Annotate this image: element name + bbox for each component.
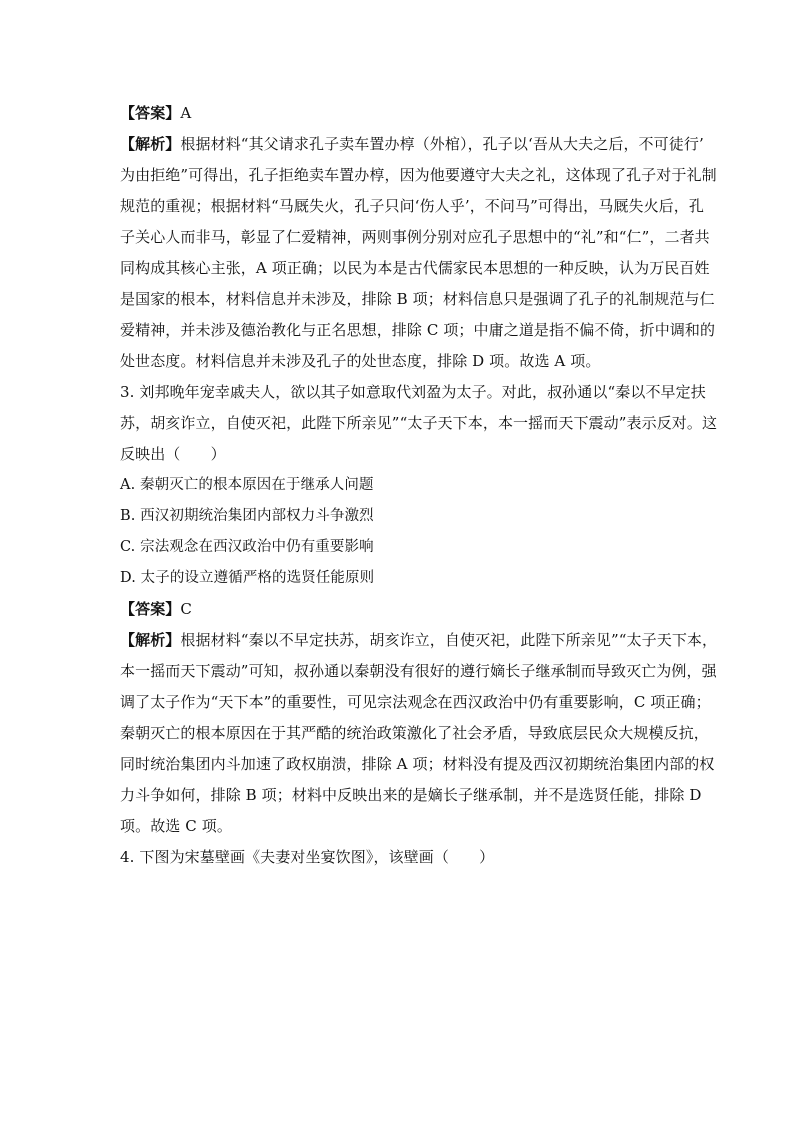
q3-analysis-line: 项。故选 C 项。 (120, 817, 232, 835)
q3-answer-value: C (180, 600, 192, 618)
q3-analysis-line: 调了太子作为“天下本”的重要性，可见宗法观念在西汉政治中仍有重要影响，C 项正确； (120, 693, 711, 711)
q2-answer (120, 98, 680, 129)
q3-analysis-line: 本一摇而天下震动”可知，叔孙通以秦朝没有很好的遵行嫡长子继承制而导致灭亡为例，强 (120, 662, 717, 680)
q3-analysis-line-1 (120, 625, 718, 656)
q2-analysis-line: 同构成其核心主张，A 项正确；以民为本是古代儒家民本思想的一种反映，认为万民百姓 (120, 259, 710, 277)
q3-analysis-text: 根据材料“秦以不早定扶苏，胡亥诈立，自使灭祀，此陛下所亲见”“太子天下本， (180, 631, 718, 649)
q2-analysis-line: 是国家的根本，材料信息并未涉及，排除 B 项；材料信息只是强调了孔子的礼制规范与仁 (120, 290, 715, 308)
q3-answer-label: 【答案】 (120, 600, 181, 618)
q2-analysis-line-1 (120, 129, 704, 160)
q2-analysis-line: 规范的重视；根据材料“马厩失火，孔子只问‘伤人乎’，不问马”可得出，马厩失火后，孔 (120, 197, 704, 215)
q3-answer (120, 594, 680, 625)
q2-analysis-line: 为由拒绝”可得出，孔子拒绝卖车置办椁，因为他要遵守大夫之礼，这体现了孔子对于礼制 (120, 166, 717, 184)
q2-analysis-text: 根据材料“其父请求孔子卖车置办椁（外棺），孔子以‘吾从大夫之后，不可徒行’ (180, 135, 704, 153)
q2-analysis-line: 处世态度。材料信息并未涉及孔子的处世态度，排除 D 项。故选 A 项。 (120, 352, 601, 370)
q3-analysis-label: 【解析】 (120, 631, 181, 649)
q2-answer-value: A (180, 104, 192, 122)
q3-analysis-line: 力斗争如何，排除 B 项；材料中反映出来的是嫡长子继承制，并不是选贤任能，排除 D (120, 786, 702, 804)
q2-analysis-line: 子关心人而非马，彰显了仁爱精神，两则事例分别对应孔子思想中的“礼”和“仁”，二者共 (120, 228, 710, 246)
q3-stem-line: 苏，胡亥诈立，自使灭祀，此陛下所亲见”“太子天下本，本一摇而天下震动”表示反对。这 (120, 414, 718, 432)
document-page (120, 98, 718, 873)
q3-stem-line: 3. 刘邦晚年宠幸戚夫人，欲以其子如意取代刘盈为太子。对此，叔孙通以“秦以不早定扶 (120, 383, 706, 401)
q2-analysis-line: 爱精神，并未涉及德治教化与正名思想，排除 C 项；中庸之道是指不偏不倚，折中调和的 (120, 321, 716, 339)
q3-analysis-line: 同时统治集团内斗加速了政权崩溃，排除 A 项；材料没有提及西汉初期统治集团内部的权 (120, 755, 715, 773)
q3-stem-line: 反映出（ ） (120, 445, 226, 463)
q3-option-d: D. 太子的设立遵循严格的选贤任能原则 (120, 570, 375, 586)
q3-analysis-line: 秦朝灭亡的根本原因在于其严酷的统治政策激化了社会矛盾，导致底层民众大规模反抗， (120, 724, 709, 742)
q3-option-b: B. 西汉初期统治集团内部权力斗争激烈 (120, 508, 374, 524)
q4-stem: 4. 下图为宋墓壁画《夫妻对坐宴饮图》，该壁画（ ） (120, 848, 495, 866)
q2-answer-label: 【答案】 (120, 104, 181, 122)
q2-analysis-label: 【解析】 (120, 135, 181, 153)
q3-option-c: C. 宗法观念在西汉政治中仍有重要影响 (120, 539, 374, 555)
q3-option-a: A. 秦朝灭亡的根本原因在于继承人问题 (120, 477, 374, 493)
